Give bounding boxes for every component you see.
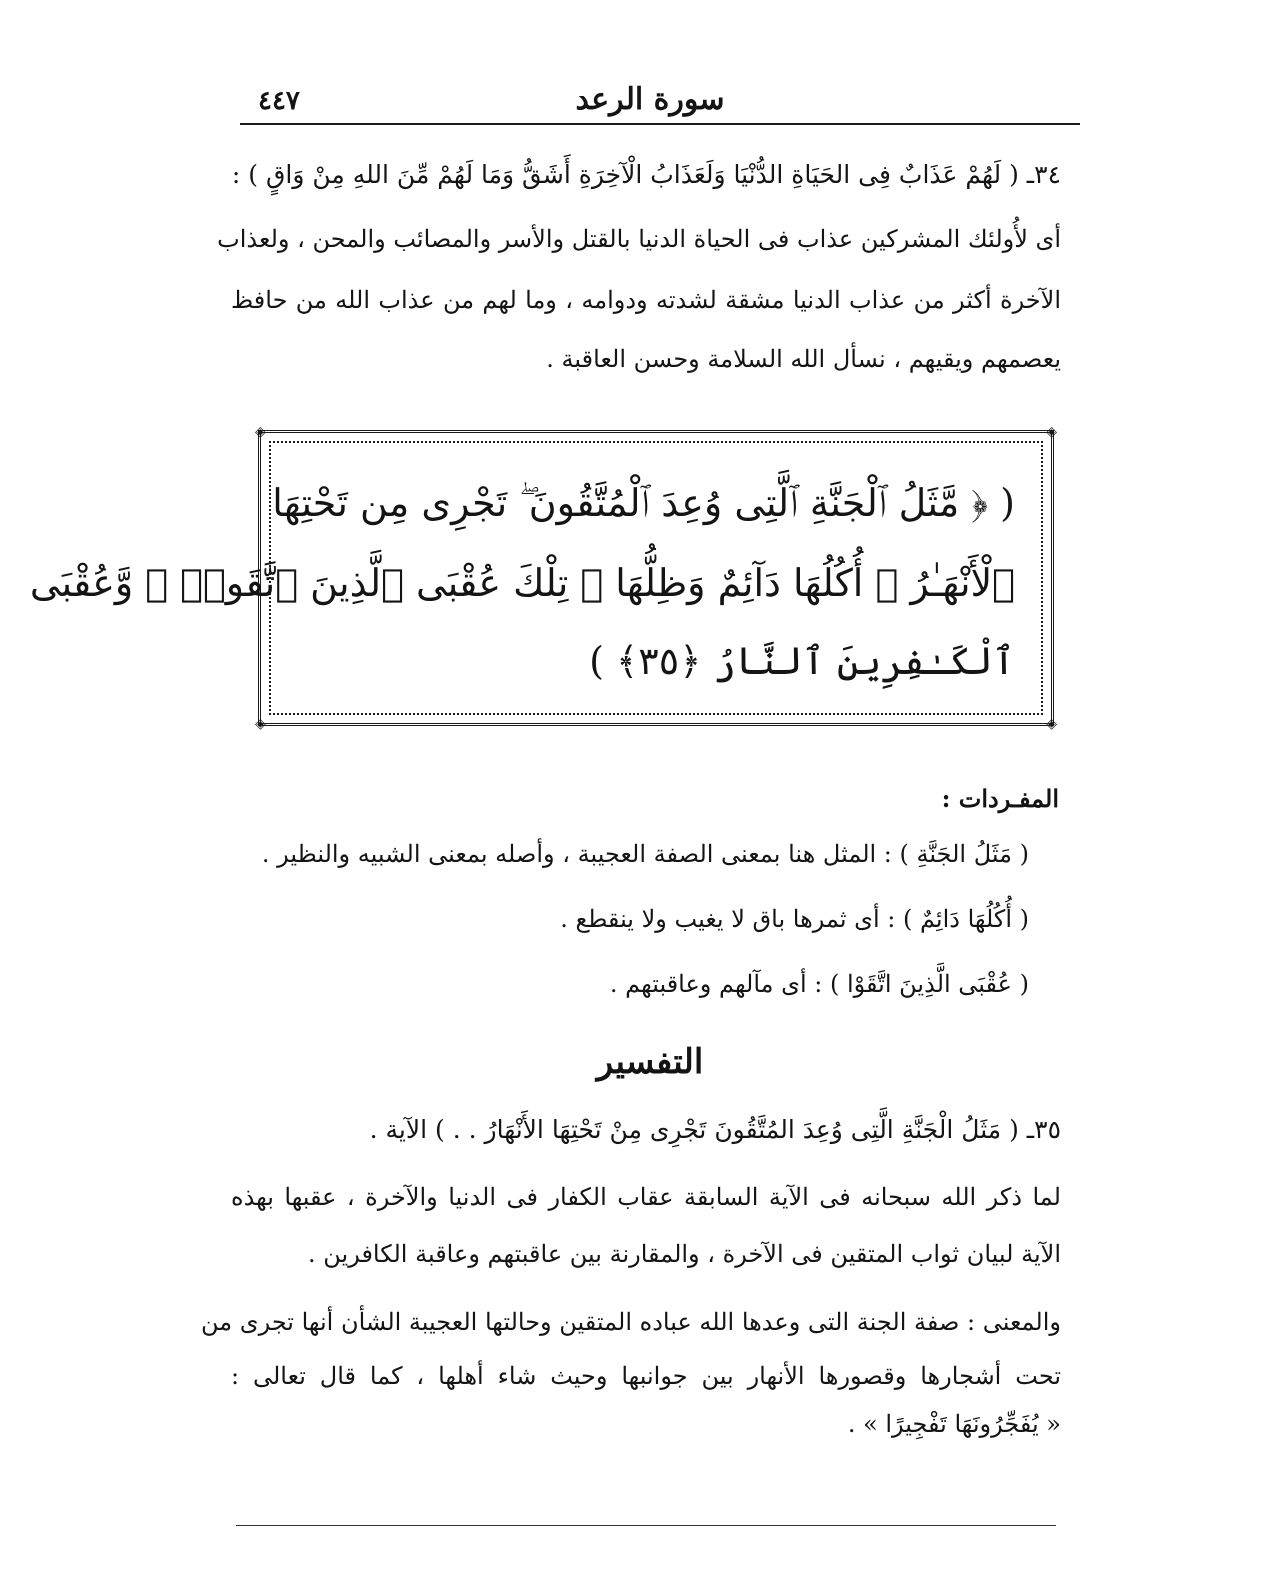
tafsir-verse-reference: ٣٥ـ ( مَثَلُ الْجَنَّةِ الَّتِى وُعِدَ المُتَّقُونَ تَجْرِى مِنْ تَحْتِهَا الأَنْهَارُ . . ) الآية . (369, 1115, 1061, 1144)
vocabulary-item: ( أُكُلُهَا دَائِمٌ ) : أى ثمرها باق لا يغيب ولا ينقطع . (560, 905, 1029, 933)
quran-line-2: ٱلْأَنْهَـٰرُ ۖ أُكُلُهَا دَآئِمٌ وَظِلُّهَا ۚ تِلْكَ عُقْبَى ٱلَّذِينَ ٱتَّقَوا۟ ۖ وَّعُقْبَى (29, 561, 1015, 605)
frame-corner-ornament: ◈ (1046, 424, 1057, 440)
vocabulary-heading: المفـردات : (941, 784, 1059, 813)
header-rule (240, 123, 1080, 125)
tafsir-para2-line-1: والمعنى : صفة الجنة التى وعدها الله عباده المتقين وحالتها العجيبة الشأن أنها تجرى من (201, 1308, 1061, 1336)
verse-34-line-2: الآخرة أكثر من عذاب الدنيا مشقة لشدته ودوامه ، وما لهم من عذاب الله من حافظ (231, 286, 1061, 314)
quran-line-3: ٱلْكَـٰفِرِينَ ٱلنَّارُ ﴿٣٥﴾ ) (589, 639, 1015, 683)
verse-34-line-3: يعصمهم ويقيهم ، نسأل الله السلامة وحسن العاقبة . (546, 345, 1061, 373)
footer-rule (236, 1525, 1056, 1526)
quran-verse-frame (29, 424, 1057, 732)
quran-line-1: ( ﴿ مَّثَلُ ٱلْجَنَّةِ ٱلَّتِى وُعِدَ ٱلْمُتَّقُونَ ۖ تَجْرِى مِن تَحْتِهَا (272, 481, 1015, 525)
surah-title: سورة الرعد (575, 82, 725, 117)
frame-corner-ornament: ◈ (1046, 716, 1057, 732)
frame-corner-ornament: ◈ (255, 716, 266, 732)
frame-corner-ornament: ◈ (255, 424, 266, 440)
tafsir-para2-line-2: تحت أشجارها وقصورها الأنهار بين جوانبها وحيث شاء أهلها ، كما قال تعالى : (231, 1362, 1061, 1390)
vocabulary-item: ( مَثَلُ الجَنَّةِ ) : المثل هنا بمعنى الصفة العجيبة ، وأصله بمعنى الشبيه والنظير . (261, 840, 1029, 868)
verse-34-heading: ٣٤ـ ( لَهُمْ عَذَابٌ فِى الحَيَاةِ الدُّنْيَا وَلَعَذَابُ الْآخِرَةِ أَشَقُّ وَمَا لَهُمْ مِّنَ اللهِ مِنْ وَاقٍ ) : (231, 160, 1061, 189)
tafsir-para1-line-2: الآية لبيان ثواب المتقين فى الآخرة ، والمقارنة بين عاقبتهم وعاقبة الكافرين . (308, 1240, 1061, 1268)
tafsir-para2-line-3: « يُفَجِّرُونَهَا تَفْجِيرًا » . (847, 1410, 1061, 1438)
tafsir-heading: التفسير (596, 1042, 704, 1082)
tafsir-para1-line-1: لما ذكر الله سبحانه فى الآية السابقة عقاب الكفار فى الدنيا والآخرة ، عقبها بهذه (231, 1183, 1061, 1211)
vocabulary-item: ( عُقْبَى الَّذِينَ اتَّقَوْا ) : أى مآلهم وعاقبتهم . (609, 970, 1029, 998)
verse-34-line-1: أى لأُولئك المشركين عذاب فى الحياة الدنيا بالقتل والأسر والمصائب والمحن ، ولعذاب (217, 225, 1061, 253)
page-number: ٤٤٧ (258, 86, 300, 116)
